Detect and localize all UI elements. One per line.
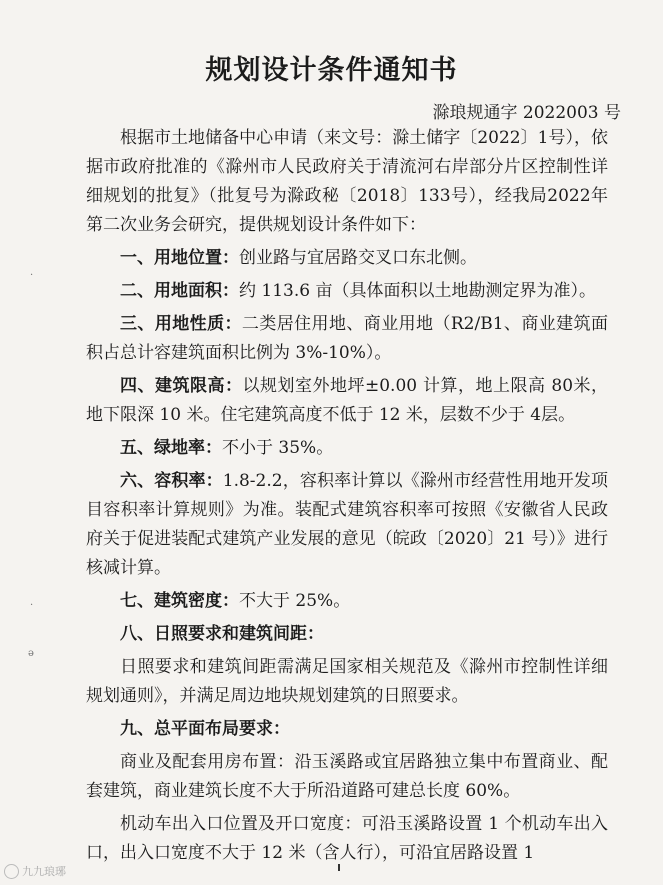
document-body [86, 124, 608, 868]
para-intro: 根据市土地储备中心申请（来文号：滁土储字〔2022〕1号），依据市政府批准的《滁州市人民政府关于清流河右岸部分片区控制性详细规划的批复》（批复号为滁政秘〔2018〕133号），经我局2022年第二次业务会研究，提供规划设计条件如下： [86, 128, 608, 235]
document-title: 规划设计条件通知书 [205, 55, 458, 86]
para-building-density: 七、建筑密度：不大于 25%。 [120, 591, 351, 611]
para-land-use: 三、用地性质：二类居住用地、商业用地（R2/B1、商业建筑面积占总计容建筑面积比例为 3%-10%）。 [86, 314, 609, 363]
para-layout-heading: 九、总平面布局要求： [120, 719, 290, 739]
para-sunlight-heading: 八、日照要求和建筑间距： [120, 624, 324, 644]
para-height-limit: 四、建筑限高：以规划室外地坪±0.00 计算，地上限高 80米，地下限深 10 米。住宅建筑高度不低于 12 米，层数不少于 4层。 [86, 376, 609, 425]
para-green-ratio: 五、绿地率：不小于 35%。 [120, 438, 334, 458]
para-site-location: 一、用地位置：创业路与宜居路交叉口东北侧。 [120, 248, 477, 268]
page-mark [338, 864, 340, 871]
watermark-icon [4, 864, 19, 879]
margin-mark: · [30, 600, 34, 611]
watermark: 九九琅琊 [4, 863, 66, 880]
document-number: 滁琅规通字 2022003 号 [432, 103, 621, 123]
margin-mark: ə [28, 648, 34, 659]
margin-mark: · [30, 270, 34, 281]
para-site-area: 二、用地面积：约 113.6 亩（具体面积以土地勘测定界为准）。 [120, 281, 596, 301]
para-vehicle-entrance: 机动车出入口位置及开口宽度：可沿玉溪路设置 1 个机动车出入口，出入口宽度不大于 12 米（含人行），可沿宜居路设置 1 [86, 814, 608, 863]
para-commercial-layout: 商业及配套用房布置：沿玉溪路或宜居路独立集中布置商业、配套建筑，商业建筑长度不大于所沿道路可建总长度 60%。 [86, 752, 608, 801]
para-plot-ratio: 六、容积率：1.8-2.2，容积率计算以《滁州市经营性用地开发项目容积率计算规则》为准。装配式建筑容积率可按照《安徽省人民政府关于促进装配式建筑产业发展的意见（皖政〔2020〕21 号）》进行核减计算。 [86, 471, 608, 578]
para-sunlight-body: 日照要求和建筑间距需满足国家相关规范及《滁州市控制性详细规划通则》，并满足周边地块规划建筑的日照要求。 [86, 657, 608, 706]
